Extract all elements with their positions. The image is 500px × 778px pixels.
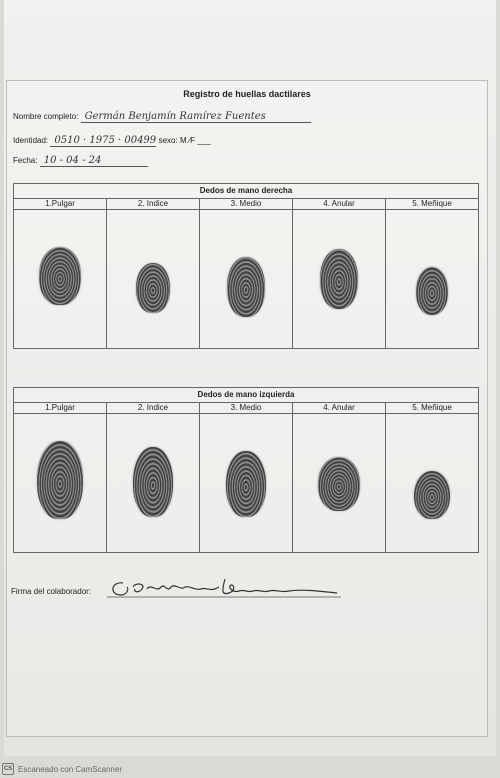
left-pinky-print <box>414 471 450 519</box>
right-pinky-print <box>416 267 448 315</box>
right-index-label: 2. Indice <box>107 199 199 210</box>
form-title: Registro de huellas dactilares <box>183 89 311 99</box>
identity-label: Identidad: <box>13 136 49 145</box>
right-index-cell <box>107 199 200 348</box>
left-middle-label: 3. Medio <box>200 403 292 414</box>
name-label: Nombre completo: <box>13 112 79 121</box>
right-middle-cell <box>200 199 293 348</box>
identity-field <box>13 135 211 147</box>
date-value: 10 - 04 - 24 <box>40 155 148 167</box>
scanner-footer-text: Escaneado con CamScanner <box>18 764 123 774</box>
left-thumb-cell <box>14 403 107 552</box>
date-field <box>13 155 148 167</box>
scanned-page <box>4 0 496 756</box>
left-hand-title: Dedos de mano izquierda <box>14 388 478 403</box>
right-thumb-label: 1.Pulgar <box>14 199 106 210</box>
camscanner-icon: CS <box>2 763 14 775</box>
left-index-label: 2. Indice <box>107 403 199 414</box>
right-hand-table <box>13 183 479 349</box>
right-middle-label: 3. Medio <box>200 199 292 210</box>
right-middle-print <box>227 257 265 317</box>
name-value: Germán Benjamín Ramírez Fuentes <box>81 111 311 123</box>
left-thumb-label: 1.Pulgar <box>14 403 106 414</box>
right-hand-title: Dedos de mano derecha <box>14 184 478 199</box>
right-ring-cell <box>293 199 386 348</box>
date-label: Fecha: <box>13 156 38 165</box>
left-ring-label: 4. Anular <box>293 403 385 414</box>
right-pinky-cell <box>386 199 478 348</box>
left-hand-table <box>13 387 479 553</box>
name-field <box>13 111 311 123</box>
left-middle-print <box>226 451 266 517</box>
left-thumb-print <box>37 441 83 519</box>
left-index-cell <box>107 403 200 552</box>
left-index-print <box>133 447 173 517</box>
right-index-print <box>136 263 170 313</box>
right-ring-label: 4. Anular <box>293 199 385 210</box>
identity-value: 0510 · 1975 · 00499 <box>50 135 156 147</box>
sex-label: sexo: M ∕F ___ <box>158 136 211 145</box>
signature <box>105 575 345 606</box>
left-pinky-label: 5. Meñique <box>386 403 478 414</box>
left-ring-cell <box>293 403 386 552</box>
scanner-footer <box>2 763 122 775</box>
right-thumb-print <box>39 247 81 305</box>
left-middle-cell <box>200 403 293 552</box>
left-ring-print <box>318 457 360 511</box>
fingerprint-form <box>6 80 488 737</box>
left-pinky-cell <box>386 403 478 552</box>
right-ring-print <box>320 249 358 309</box>
handwritten-signature-icon <box>105 575 345 601</box>
right-pinky-label: 5. Meñique <box>386 199 478 210</box>
right-thumb-cell <box>14 199 107 348</box>
signature-label: Firma del colaborador: <box>11 587 92 596</box>
